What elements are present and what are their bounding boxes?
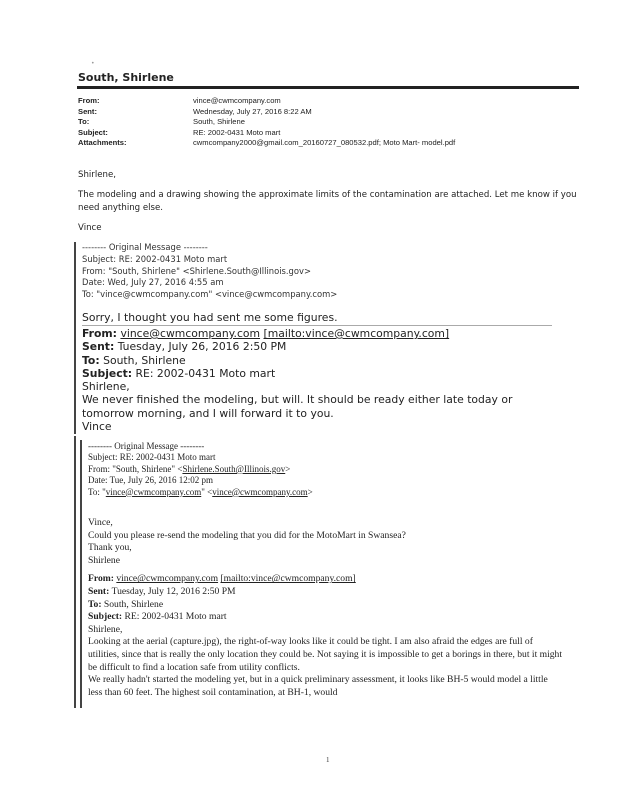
header-value: RE: 2002-0431 Moto mart [193,127,281,137]
original-date: Date: Wed, July 27, 2016 4:55 am [82,277,224,288]
header-key: From: [78,96,100,105]
signature: Vince [78,223,102,234]
header-key: Attachments: [78,138,127,148]
quote-bar-outer [74,242,76,434]
from-suffix: > [285,463,291,474]
original-subject: Subject: RE: 2002-0431 Moto mart [88,452,216,463]
msg2-sent [82,340,512,353]
from-label: From: [82,327,117,340]
to-prefix: To: " [88,486,106,497]
original-from: From: "South, Shirlene" <Shirlene.South@Illinois.gov> [82,265,311,276]
sent-value: Tuesday, July 26, 2016 2:50 PM [117,340,287,354]
quote-bar-inner [80,440,82,708]
to-suffix: > [307,486,313,497]
msg4-subject [88,611,563,624]
header-row [78,107,455,118]
msg3-line1: Could you please re-send the modeling that you did for the MotoMart in Swansea? [88,529,406,541]
msg2-line1: We never finished the modeling, but will. It should be ready either late today or [82,393,513,407]
original-date: Date: Tue, July 26, 2016 12:02 pm [88,475,214,486]
from-email-link[interactable]: vince@cwmcompany.com [120,327,261,340]
msg2-subject [82,367,512,380]
msg2-greeting: Shirlene, [82,380,130,394]
msg2-line2: tomorrow morning, and I will forward it to you. [82,406,334,420]
msg2-sign: Vince [82,420,112,434]
to-value: South, Shirlene [103,353,186,367]
message-2 [82,327,512,433]
message-3-and-4 [88,517,563,699]
msg4-sent [88,586,563,599]
header-row [78,117,455,128]
email-header [78,96,455,149]
subject-value: RE: 2002-0431 Moto mart [135,366,276,380]
header-row [78,138,455,149]
original-to: To: "vince@cwmcompany.com" <vince@cwmcompany.com> [82,289,338,300]
header-key: Sent: [78,106,97,116]
sent-value: Tuesday, July 12, 2016 2:50 PM [111,585,236,597]
msg2-to [82,354,512,367]
from-mailto-link[interactable]: [mailto:vince@cwmcompany.com] [263,327,450,340]
msg3-thanks: Thank you, [88,542,132,554]
original-message-marker: -------- Original Message -------- [82,242,208,252]
header-row [78,96,455,107]
original-message-2 [88,441,313,498]
from-prefix: From: "South, Shirlene" < [88,463,183,474]
header-value: Wednesday, July 27, 2016 8:22 AM [193,106,312,116]
header-value: South, Shirlene [193,117,245,127]
quote-bar-outer-lower [74,436,76,708]
msg4-greeting: Shirlene, [88,623,123,635]
msg4-paragraph-2: We really hadn't started the modeling yet, but in a quick preliminary assessment, it looks like BH-5 would model a little less than 60 feet. The highest soil contamination, at BH-1, would [88,674,548,698]
from-email-link[interactable]: Shirlene.South@Illinois.gov [182,463,286,474]
to-value: South, Shirlene [103,598,164,610]
msg4-paragraph-1: Looking at the aerial (capture.jpg), the right-of-way looks like it could be tight. I am also afraid the edges are full of utilities, since that is really the only location they could be. Not saying it is impossible to get a borings in there, but it might be difficult to find a location safe from utility conflicts. [88,636,563,673]
header-key: To: [78,117,90,127]
original-subject: Subject: RE: 2002-0431 Moto mart [82,253,228,264]
to-mid: " < [201,486,213,497]
msg2-from [82,327,512,340]
reply-body [78,169,578,243]
msg3-sign: Shirlene [88,554,120,566]
message-divider [82,325,552,326]
subject-label: Subject: [82,366,133,380]
sorry-line: Sorry, I thought you had sent me some figures. [82,311,338,324]
original-message-1 [82,242,337,301]
msg3-greeting: Vince, [88,517,113,528]
header-value: cwmcompany2000@gmail.com_20160727_080532.pdf; Moto Mart- model.pdf [193,138,456,148]
page-number: 1 [326,756,330,764]
header-key: Subject: [78,127,108,137]
body-paragraph: The modeling and a drawing showing the approximate limits of the contamination are attached. Let me know if you need anything else. [78,190,577,213]
original-message-marker: -------- Original Message -------- [88,441,205,451]
sent-label: Sent: [82,340,115,354]
from-label: From: [88,573,114,585]
to-label: To: [82,353,100,367]
to-email-link-2[interactable]: vince@cwmcompany.com [212,486,308,497]
msg4-from [88,573,563,586]
msg4-to [88,599,563,612]
scan-speck: • [91,60,95,67]
title-rule [77,86,579,89]
sent-label: Sent: [88,585,110,597]
from-mailto-link[interactable]: [mailto:vince@cwmcompany.com] [220,573,356,585]
subject-value: RE: 2002-0431 Moto mart [124,611,227,623]
header-value: vince@cwmcompany.com [193,96,281,105]
to-label: To: [88,598,102,610]
from-email-link[interactable]: vince@cwmcompany.com [116,573,219,585]
subject-label: Subject: [88,611,123,623]
page-title: South, Shirlene [78,71,174,84]
original-to [88,487,313,498]
original-from [88,464,313,475]
header-row [78,128,455,139]
greeting: Shirlene, [78,170,116,180]
to-email-link[interactable]: vince@cwmcompany.com [105,486,202,497]
